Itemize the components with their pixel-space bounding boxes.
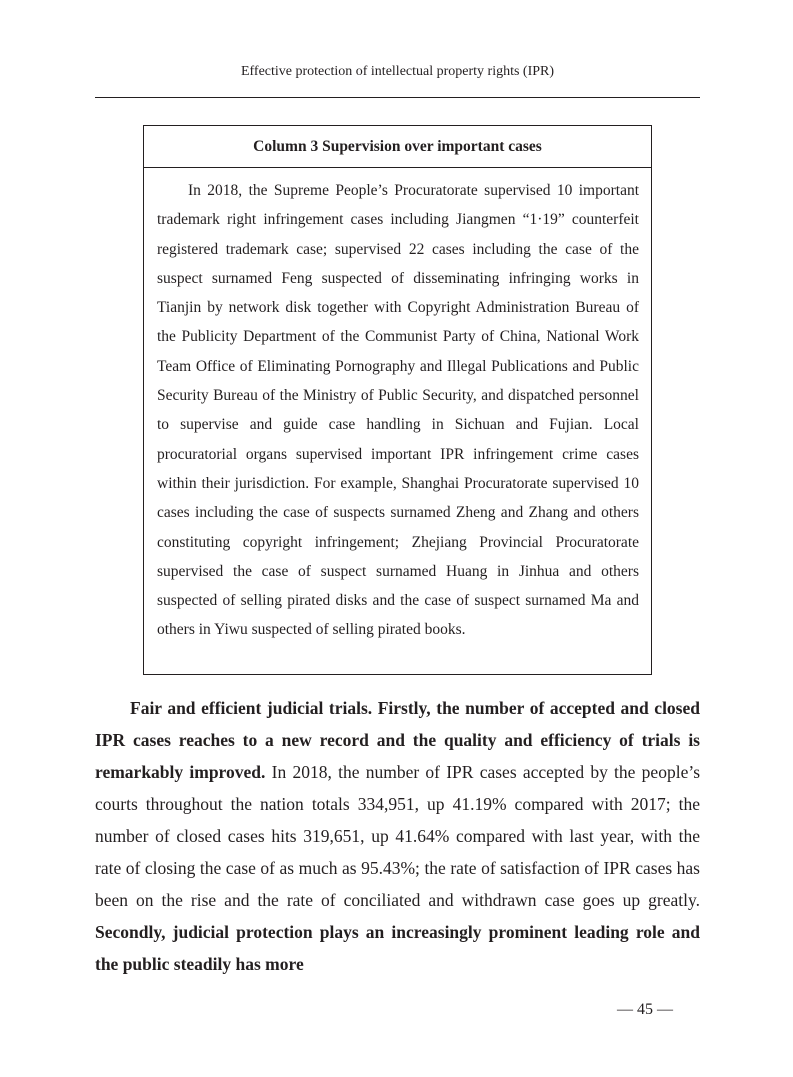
paragraph-text: In 2018, the number of IPR cases accepted by the people’s courts throughout the nation totals 334,951, up 41.19% compared with 2017; the number of closed cases hits 319,651, up 41.64% compared with last year, with the rate of closing the case of as much as 95.43%; the rate of satisfaction of IPR cases has been on the rise and the rate of conciliated and withdrawn case goes up greatly. [95,762,701,910]
main-paragraph [95,692,700,980]
page-number: — 45 — [617,1001,673,1018]
column-title: Column 3 Supervision over important cases [144,126,651,168]
header-divider [95,97,700,98]
running-header: Effective protection of intellectual property rights (IPR) [240,64,555,79]
column-box [143,125,652,675]
column-body-text: In 2018, the Supreme People’s Procuratorate supervised 10 important trademark right infringement cases including Jiangmen “1·19” counterfeit registered trademark case; supervised 22 cases including the case of the suspect surnamed Feng suspected of disseminating infringing works in Tianjin by network disk together with Copyright Administration Bureau of the Publicity Department of the Communist Party of China, National Work Team Office of Eliminating Pornography and Illegal Publications and Public Security Bureau of the Ministry of Public Security, and dispatched personnel to supervise and guide case handling in Sichuan and Fujian. Local procuratorial organs supervised important IPR infringement crime cases within their jurisdiction. For example, Shanghai Procuratorate supervised 10 cases including the case of suspects surnamed Zheng and Zhang and others constituting copyright infringement; Zhejiang Provincial Procuratorate supervised the case of suspect surnamed Huang in Jinhua and others suspected of selling pirated disks and the case of suspect surnamed Ma and others in Yiwu suspected of selling pirated books. [157,182,639,639]
bold-lead-sentence: Fair and efficient judicial trials. Firstly, the number of accepted and closed IPR cases reaches to a new record and the quality and efficiency of trials is remarkably improved. [95,698,700,782]
bold-second-sentence: Secondly, judicial protection plays an increasingly prominent leading role and the public steadily has more [95,922,700,974]
